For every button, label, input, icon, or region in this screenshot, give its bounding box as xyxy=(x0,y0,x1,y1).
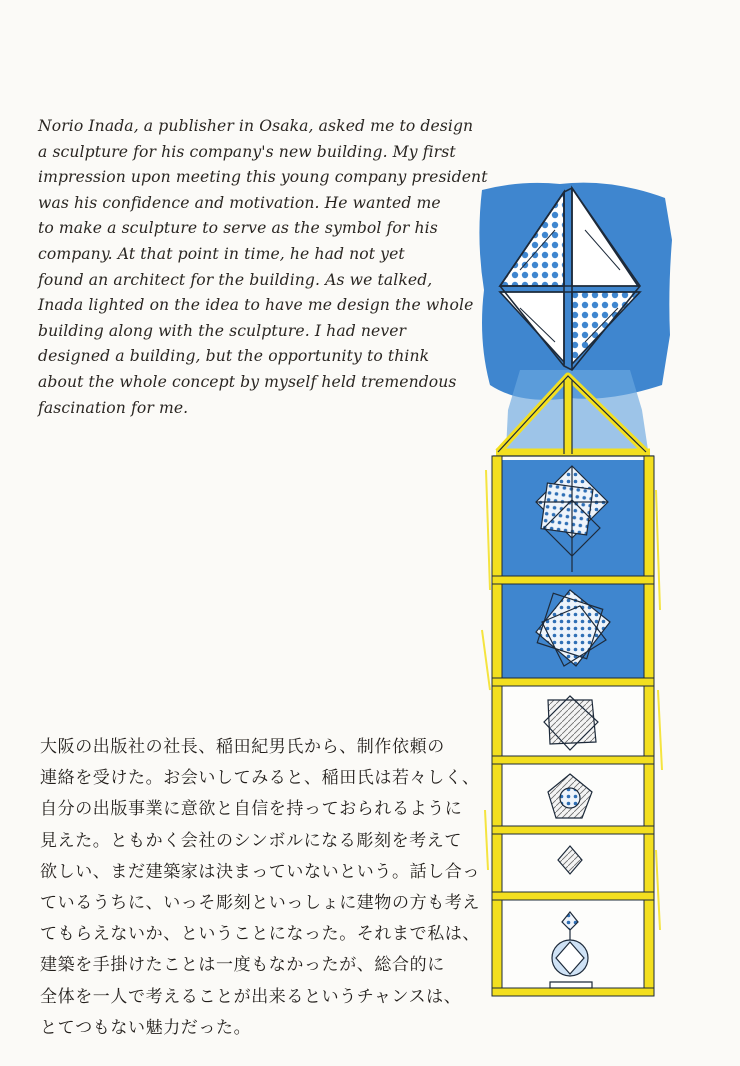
japanese-line: 欲しい、まだ建築家は決まっていないという。話し合っ xyxy=(40,861,480,882)
english-line: building along with the sculpture. I had never xyxy=(38,321,407,340)
japanese-line: 全体を一人で考えることが出来るというチャンスは、 xyxy=(40,986,462,1007)
english-line: impression upon meeting this young company president xyxy=(38,168,488,187)
english-line: company. At that point in time, he had not yet xyxy=(38,244,405,263)
japanese-line: とてつもない魅力だった。 xyxy=(40,1017,252,1038)
japanese-line: てもらえないか、ということになった。それまで私は、 xyxy=(40,924,480,945)
english-line: about the whole concept by myself held tremendous xyxy=(38,372,457,391)
english-line: was his confidence and motivation. He wanted me xyxy=(38,193,441,212)
japanese-paragraph xyxy=(40,732,510,1044)
english-paragraph xyxy=(38,114,508,421)
japanese-line: 建築を手掛けたことは一度もなかったが、総合的に xyxy=(40,955,445,976)
english-line: designed a building, but the opportunity to think xyxy=(38,347,430,366)
english-line: to make a sculpture to serve as the symbol for his xyxy=(38,219,438,238)
english-line: fascination for me. xyxy=(38,398,189,417)
japanese-line: 自分の出版事業に意欲と自信を持っておられるように xyxy=(40,799,463,820)
japanese-line: 大阪の出版社の社長、稲田紀男氏から、制作依頼の xyxy=(40,737,445,757)
english-line: found an architect for the building. As we talked, xyxy=(38,270,433,289)
english-line: a sculpture for his company's new building. My first xyxy=(38,142,456,161)
english-line: Norio Inada, a publisher in Osaka, asked me to design xyxy=(38,117,474,135)
japanese-line: 見えた。ともかく会社のシンボルになる彫刻を考えて xyxy=(40,830,462,851)
japanese-line: 連絡を受けた。お会いしてみると、稲田氏は若々しく、 xyxy=(40,768,480,789)
japanese-line: ているうちに、いっそ彫刻といっしょに建物の方も考え xyxy=(40,893,480,914)
floor-sculpture-3 xyxy=(544,696,598,750)
english-line: Inada lighted on the idea to have me design the whole xyxy=(38,296,474,315)
